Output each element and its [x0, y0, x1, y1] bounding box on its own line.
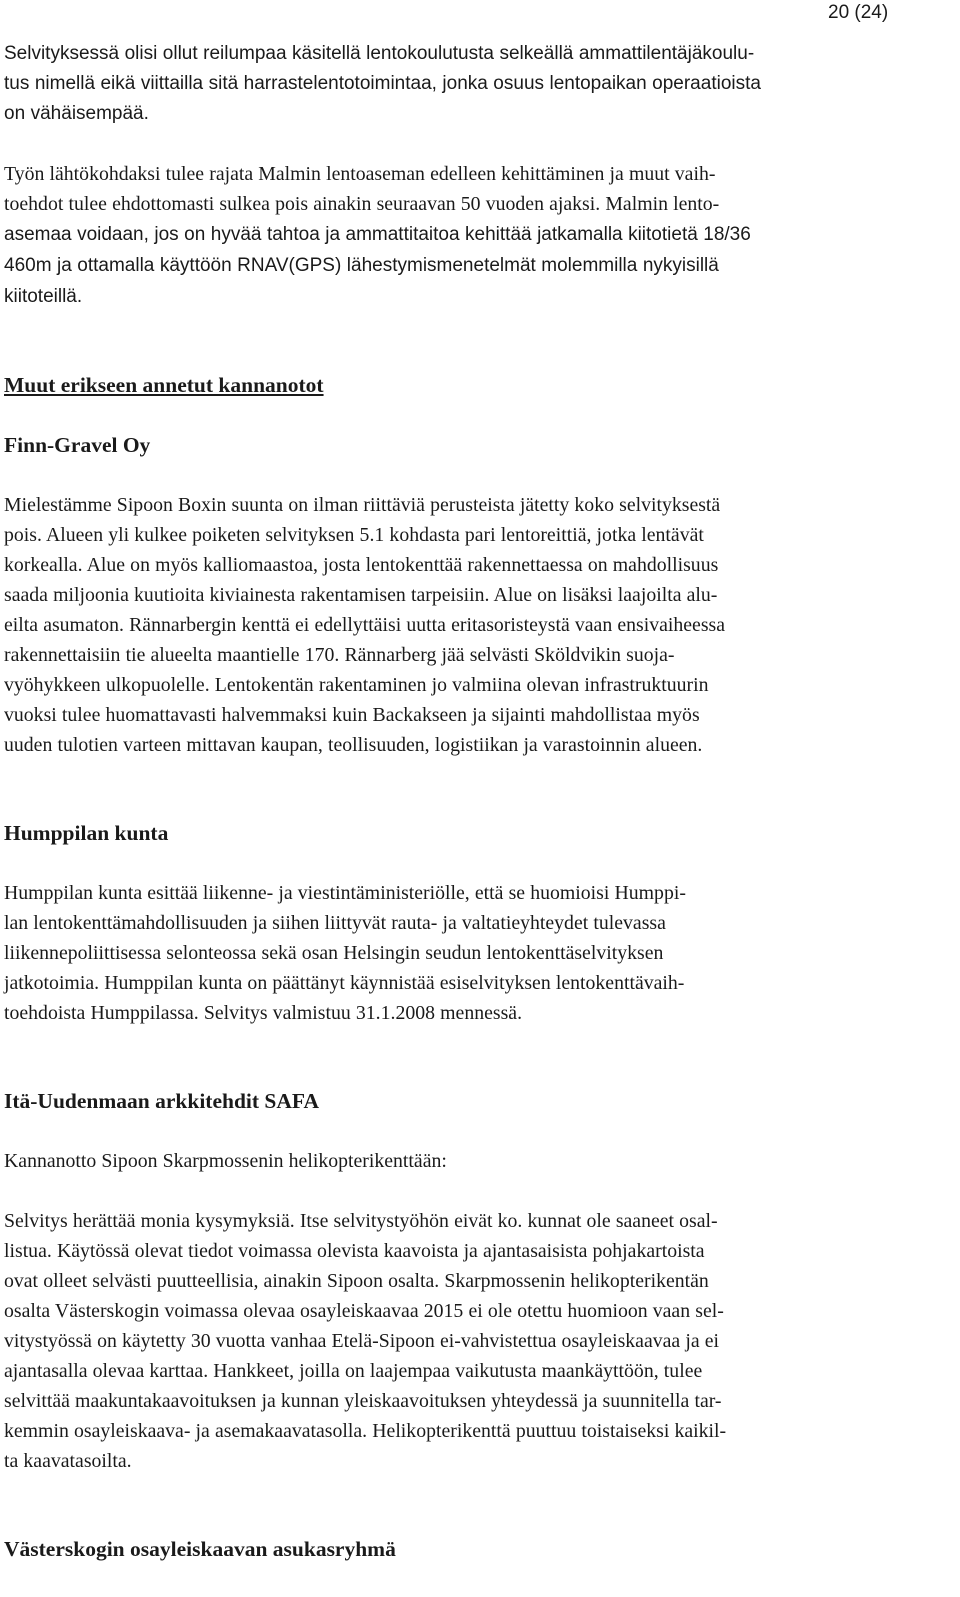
text-line: rakennettaisiin tie alueelta maantielle 170. Rännarberg jää selvästi Sköldvikin suoja- [4, 644, 675, 666]
text-line: saada miljoonia kuutioita kiviainesta rakentamisen tarpeisiin. Alue on lisäksi laajoilta alu- [4, 584, 718, 606]
text-line: toehdoista Humppilassa. Selvitys valmistuu 31.1.2008 mennessä. [4, 1002, 523, 1024]
text-line: Selvitys herättää monia kysymyksiä. Itse selvitystyöhön eivät ko. kunnat ole saaneet osal- [4, 1210, 718, 1232]
text-line: toehdot tulee ehdottomasti sulkea pois ainakin seuraavan 50 vuoden ajaksi. Malmin lento- [4, 193, 720, 215]
text-line: ta kaavatasoilta. [4, 1450, 132, 1472]
text-line: selvittää maakuntakaavoituksen ja kunnan yleiskaavoituksen yhteydessä ja suunnitella tar- [4, 1390, 722, 1412]
text-line: uuden tulotien varteen mittavan kaupan, teollisuuden, logistiikan ja varastoinnin alueen. [4, 734, 703, 756]
text-line: liikennepoliittisessa selonteossa sekä osan Helsingin seudun lentokenttäselvityksen [4, 942, 664, 964]
text-line: vyöhykkeen ulkopuolelle. Lentokentän rakentaminen jo valmiina olevan infrastruktuurin [4, 674, 709, 696]
text-line: jatkotoimia. Humppilan kunta on päättänyt käynnistää esiselvityksen lentokenttävaih- [4, 972, 685, 994]
intro-paragraph-1 [4, 39, 956, 129]
text-line: eilta asumaton. Rännarbergin kenttä ei edellyttäisi uutta eritasoristeystä vaan ensivaiheessa [4, 614, 726, 636]
text-line: kemmin osayleiskaava- ja asemakaavatasolla. Helikopterikenttä puuttuu toistaiseksi kaikil- [4, 1420, 727, 1442]
section-heading-finn-gravel: Finn-Gravel Oy [4, 433, 151, 457]
text-line: korkealla. Alue on myös kalliomaastoa, josta lentokenttää rakennettaessa on mahdollisuus [4, 554, 719, 576]
text-line: 460m ja ottamalla käyttöön RNAV(GPS) lähestymismenetelmät molemmilla nykyisillä [4, 255, 719, 276]
finn-gravel-paragraph [4, 490, 956, 760]
humppila-paragraph [4, 878, 956, 1028]
text-line: on vähäisempää. [4, 103, 149, 124]
page-number: 20 (24) [828, 2, 889, 23]
intro-paragraph-2 [4, 159, 956, 312]
text-line: listua. Käytössä olevat tiedot voimassa olevista kaavoista ja ajantasaisista pohjakartoista [4, 1240, 705, 1262]
safa-paragraph [4, 1206, 956, 1476]
section-heading-other-statements: Muut erikseen annetut kannanotot [4, 373, 324, 397]
text-line: lan lentokenttämahdollisuuden ja siihen liittyvät rauta- ja valtatieyhteydet tulevassa [4, 912, 666, 934]
text-line: osalta Västerskogin voimassa olevaa osayleiskaavaa 2015 ei ole otettu huomioon vaan sel- [4, 1300, 724, 1322]
section-heading-vasterskog: Västerskogin osayleiskaavan asukasryhmä [4, 1537, 396, 1561]
text-line: tus nimellä eikä viittailla sitä harrastelentotoimintaa, jonka osuus lentopaikan operaatioista [4, 73, 761, 94]
safa-subtitle: Kannanotto Sipoon Skarpmossenin helikopterikenttään: [4, 1150, 447, 1172]
text-line: pois. Alueen yli kulkee poiketen selvityksen 5.1 kohdasta pari lentoreittiä, jotka lentävät [4, 524, 704, 546]
text-line: ajantasalla olevaa karttaa. Hankkeet, joilla on laajempaa vaikutusta maankäyttöön, tulee [4, 1360, 703, 1382]
text-line: Työn lähtökohdaksi tulee rajata Malmin lentoaseman edelleen kehittäminen ja muut vaih- [4, 163, 716, 185]
text-line: vitystyössä on käytetty 30 vuotta vanhaa Etelä-Sipoon ei-vahvistettua osayleiskaavaa ja ei [4, 1330, 720, 1352]
document-body [4, 39, 956, 1564]
text-line: kiitoteillä. [4, 286, 83, 307]
text-line: Selvityksessä olisi ollut reilumpaa käsitellä lentokoulutusta selkeällä ammattilentäjäkoulu- [4, 43, 755, 64]
text-line: Humppilan kunta esittää liikenne- ja viestintäministeriölle, että se huomioisi Humppi- [4, 882, 686, 904]
text-line: Mielestämme Sipoon Boxin suunta on ilman riittäviä perusteista jätetty koko selvityksestä [4, 494, 721, 516]
section-heading-humppila: Humppilan kunta [4, 821, 169, 845]
section-heading-safa: Itä-Uudenmaan arkkitehdit SAFA [4, 1089, 319, 1113]
text-line: ovat olleet selvästi puutteellisia, ainakin Sipoon osalta. Skarpmossenin helikopterikentän [4, 1270, 709, 1292]
text-line: vuoksi tulee huomattavasti halvemmaksi kuin Backakseen ja sijainti mahdollistaa myös [4, 704, 700, 726]
text-line: asemaa voidaan, jos on hyvää tahtoa ja ammattitaitoa kehittää jatkamalla kiitotietä 18/36 [4, 224, 751, 245]
